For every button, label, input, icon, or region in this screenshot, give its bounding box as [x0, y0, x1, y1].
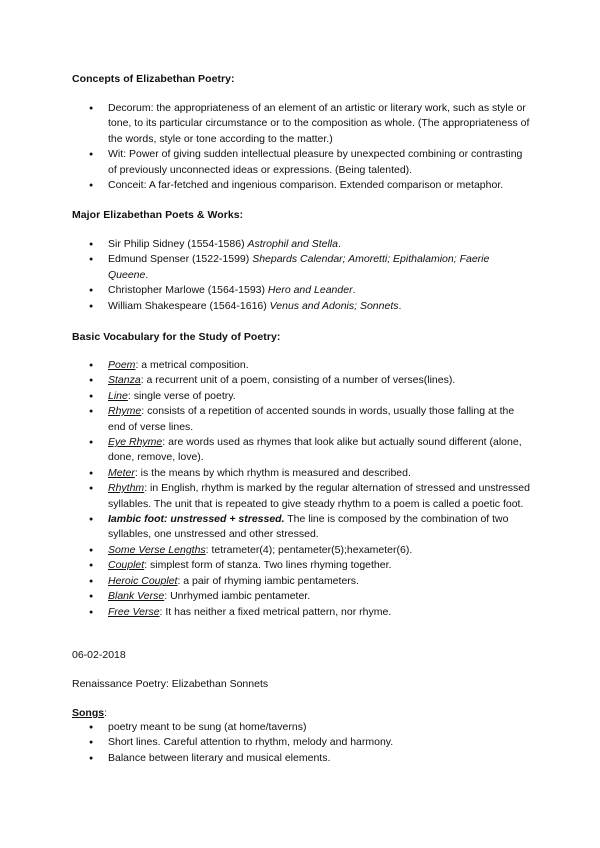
songs-heading: Songs: — [72, 707, 108, 719]
list-item: ● poetry meant to be sung (at home/taverns) — [72, 720, 532, 735]
subtitle-text: Renaissance Poetry: Elizabethan Sonnets — [72, 678, 269, 690]
list-item: ● Wit: Power of giving sudden intellectual pleasure by unexpected combining or contrasting of previously unconnected ideas or expressions. (Being talented). — [72, 147, 532, 178]
list-item: ● Decorum: the appropriateness of an element of an artistic or literary work, such as style or tone, to its particular circumstance or to the composition as whole. (The appropriateness of the words, style or tone according to the matter.) — [72, 101, 532, 147]
poets-heading: Major Elizabethan Poets & Works: — [72, 209, 244, 221]
list-item: ● Couplet: simplest form of stanza. Two lines rhyming together. — [72, 558, 532, 573]
list-item: ● Short lines. Careful attention to rhythm, melody and harmony. — [72, 735, 532, 750]
concepts-heading: Concepts of Elizabethan Poetry: — [72, 73, 235, 85]
vocabulary-heading: Basic Vocabulary for the Study of Poetry: — [72, 331, 281, 343]
list-item: ● Rhyme: consists of a repetition of accented sounds in words, usually those falling at the end of verse lines. — [72, 404, 532, 435]
poets-list — [72, 237, 532, 314]
concepts-list — [72, 101, 532, 193]
vocabulary-list — [72, 358, 532, 620]
list-item: ● Free Verse: It has neither a fixed metrical pattern, nor rhyme. — [72, 605, 532, 620]
list-item: ● Christopher Marlowe (1564-1593) Hero and Leander. — [72, 283, 532, 298]
list-item: ● Line: single verse of poetry. — [72, 389, 532, 404]
list-item: ● Stanza: a recurrent unit of a poem, consisting of a number of verses(lines). — [72, 373, 532, 388]
list-item: ● Blank Verse: Unrhymed iambic pentameter. — [72, 589, 532, 604]
list-item: ● Balance between literary and musical elements. — [72, 751, 532, 766]
list-item: ● William Shakespeare (1564-1616) Venus and Adonis; Sonnets. — [72, 299, 532, 314]
list-item: ● Edmund Spenser (1522-1599) Shepards Calendar; Amoretti; Epithalamion; Faerie Queene. — [72, 252, 532, 283]
date-text: 06-02-2018 — [72, 649, 126, 661]
list-item: ● Rhythm: in English, rhythm is marked by the regular alternation of stressed and unstressed syllables. The unit that is repeated to give steady rhythm to a poem is called a poetic foot. — [72, 481, 532, 512]
songs-list — [72, 720, 532, 766]
list-item: ● Heroic Couplet: a pair of rhyming iambic pentameters. — [72, 574, 532, 589]
list-item: ● Iambic foot: unstressed + stressed. The line is composed by the combination of two syllables, one unstressed and other stressed. — [72, 512, 532, 543]
list-item: ● Poem: a metrical composition. — [72, 358, 532, 373]
list-item: ● Eye Rhyme: are words used as rhymes that look alike but actually sound different (alone, done, remove, love). — [72, 435, 532, 466]
list-item: ● Some Verse Lengths: tetrameter(4); pentameter(5);hexameter(6). — [72, 543, 532, 558]
list-item: ● Conceit: A far-fetched and ingenious comparison. Extended comparison or metaphor. — [72, 178, 532, 193]
list-item: ● Meter: is the means by which rhythm is measured and described. — [72, 466, 532, 481]
list-item: ● Sir Philip Sidney (1554-1586) Astrophil and Stella. — [72, 237, 532, 252]
